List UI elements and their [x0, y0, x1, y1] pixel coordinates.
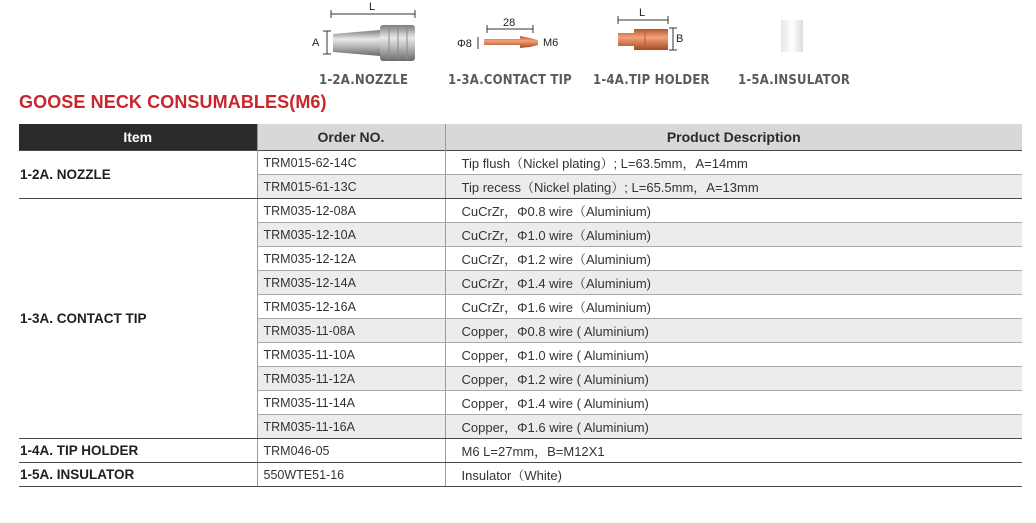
- order-cell: TRM046-05: [257, 439, 445, 463]
- description-cell: CuCrZr，Φ1.4 wire（Aluminium): [445, 271, 1022, 295]
- header-order-no: Order NO.: [257, 124, 445, 151]
- insulator-image: [781, 20, 803, 52]
- description-cell: CuCrZr，Φ1.6 wire（Aluminium): [445, 295, 1022, 319]
- description-cell: Insulator（White): [445, 463, 1022, 487]
- caption-nozzle: 1-2A.NOZZLE: [319, 73, 409, 88]
- item-nozzle: 1-2A. NOZZLE: [19, 151, 257, 199]
- description-cell: Tip recess（Nickel plating）; L=65.5mm，A=13mm: [445, 175, 1022, 199]
- section-heading: GOOSE NECK CONSUMABLES(M6): [19, 92, 327, 112]
- order-cell: TRM035-11-16A: [257, 415, 445, 439]
- order-cell: TRM035-12-08A: [257, 199, 445, 223]
- order-cell: TRM035-12-12A: [257, 247, 445, 271]
- description-cell: Copper，Φ1.2 wire ( Aluminium): [445, 367, 1022, 391]
- description-cell: CuCrZr，Φ1.0 wire（Aluminium): [445, 223, 1022, 247]
- product-illustrations: [0, 0, 1036, 92]
- contact-tip-image: [457, 17, 558, 50]
- order-cell: TRM035-11-14A: [257, 391, 445, 415]
- description-cell: CuCrZr，Φ1.2 wire（Aluminium): [445, 247, 1022, 271]
- caption-insulator: 1-5A.INSULATOR: [738, 73, 851, 88]
- description-cell: M6 L=27mm，B=M12X1: [445, 439, 1022, 463]
- order-cell: TRM015-62-14C: [257, 151, 445, 175]
- order-cell: TRM015-61-13C: [257, 175, 445, 199]
- order-cell: 550WTE51-16: [257, 463, 445, 487]
- table-row: [19, 439, 1022, 463]
- tip-dim-diameter: Φ8: [457, 38, 472, 50]
- table-row: [19, 463, 1022, 487]
- order-cell: TRM035-12-10A: [257, 223, 445, 247]
- nozzle-dim-a: A: [312, 37, 320, 49]
- tip-dim-length: 28: [503, 17, 516, 29]
- description-cell: Tip flush（Nickel plating）; L=63.5mm，A=14mm: [445, 151, 1022, 175]
- item-tip-holder: 1-4A. TIP HOLDER: [19, 439, 257, 463]
- item-insulator: 1-5A. INSULATOR: [19, 463, 257, 487]
- header-product-description: Product Description: [445, 124, 1022, 151]
- nozzle-image: [312, 1, 415, 61]
- order-cell: TRM035-12-16A: [257, 295, 445, 319]
- order-cell: TRM035-11-08A: [257, 319, 445, 343]
- tip-dim-thread: M6: [543, 37, 559, 49]
- holder-dim-b: B: [676, 33, 684, 45]
- description-cell: Copper，Φ1.0 wire ( Aluminium): [445, 343, 1022, 367]
- table-row: [19, 199, 1022, 223]
- table-row: [19, 151, 1022, 175]
- item-contact-tip: 1-3A. CONTACT TIP: [19, 199, 257, 439]
- nozzle-dim-l: L: [369, 1, 376, 13]
- description-cell: CuCrZr，Φ0.8 wire（Aluminium): [445, 199, 1022, 223]
- holder-dim-l: L: [639, 7, 646, 19]
- caption-tip-holder: 1-4A.TIP HOLDER: [593, 73, 710, 88]
- description-cell: Copper，Φ1.4 wire ( Aluminium): [445, 391, 1022, 415]
- description-cell: Copper，Φ1.6 wire ( Aluminium): [445, 415, 1022, 439]
- order-cell: TRM035-11-12A: [257, 367, 445, 391]
- description-cell: Copper，Φ0.8 wire ( Aluminium): [445, 319, 1022, 343]
- consumables-table: [19, 124, 1022, 487]
- tip-holder-image: [618, 7, 683, 50]
- caption-contact-tip: 1-3A.CONTACT TIP: [448, 73, 572, 88]
- order-cell: TRM035-11-10A: [257, 343, 445, 367]
- order-cell: TRM035-12-14A: [257, 271, 445, 295]
- table-header-row: [19, 124, 1022, 151]
- header-item: Item: [19, 124, 257, 151]
